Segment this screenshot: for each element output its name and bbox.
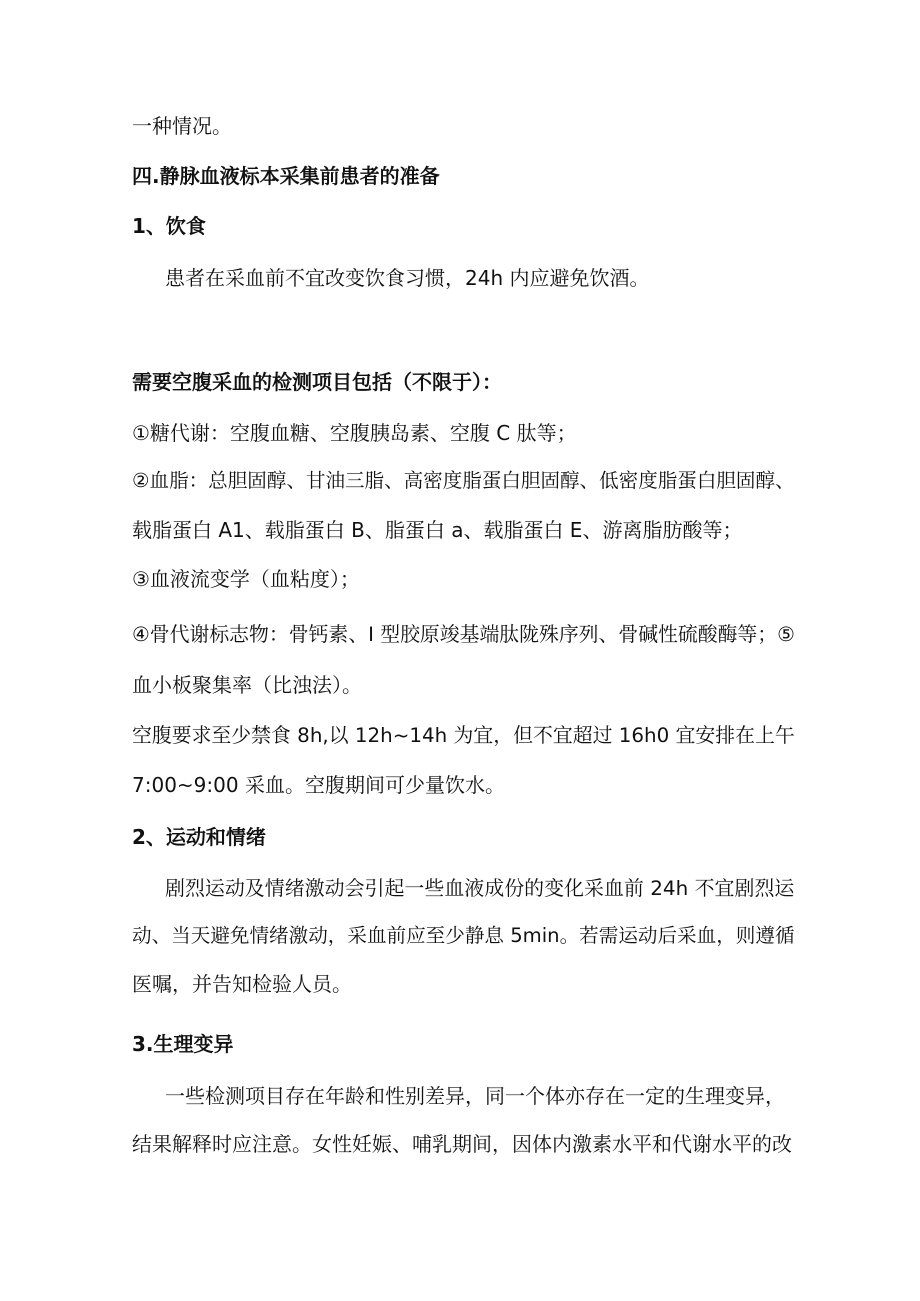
paragraph-line: 剧烈运动及情绪激动会引起一些血液成份的变化采血前 24h 不宜剧烈运 bbox=[165, 876, 795, 900]
paragraph-line: 医嘱，并告知检验人员。 bbox=[132, 972, 352, 996]
subsection-heading: 2、运动和情绪 bbox=[132, 825, 266, 849]
paragraph-line: 空腹要求至少禁食 8h,以 12h~14h 为宜，但不宜超过 16h0 宜安排在上午 bbox=[132, 724, 795, 747]
list-item: ①糖代谢：空腹血糖、空腹胰岛素、空腹 C 肽等； bbox=[132, 421, 577, 445]
paragraph-line: 动、当天避免情绪激动，采血前应至少静息 5min。若需运动后采血，则遵循 bbox=[132, 924, 795, 947]
list-item: ②血脂：总胆固醇、甘油三脂、高密度脂蛋白胆固醇、低密度脂蛋白胆固醇、 bbox=[132, 469, 795, 492]
list-item: ④骨代谢标志物：骨钙素、I 型胶原竣基端肽陇殊序列、骨碱性硫酸酶等；⑤ bbox=[132, 623, 795, 646]
section-heading: 四.静脉血液标本采集前患者的准备 bbox=[132, 164, 440, 188]
list-item-continuation: 载脂蛋白 A1、载脂蛋白 B、脂蛋白 a、载脂蛋白 E、游离脂肪酸等； bbox=[132, 518, 743, 542]
paragraph-line: 一些检测项目存在年龄和性别差异，同一个体亦存在一定的生理变异， bbox=[165, 1084, 785, 1108]
list-item-continuation: 血小板聚集率（比浊法）。 bbox=[132, 673, 362, 697]
subsection-heading: 3.生理变异 bbox=[132, 1032, 234, 1056]
paragraph-line: 患者在采血前不宜改变饮食习惯，24h 内应避免饮酒。 bbox=[165, 266, 650, 290]
subsection-heading: 1、饮食 bbox=[132, 214, 206, 238]
list-heading: 需要空腹采血的检测项目包括（不限于）： bbox=[132, 370, 502, 394]
list-item: ③血液流变学（血粘度）； bbox=[132, 567, 360, 591]
text-line: 一种情况。 bbox=[132, 114, 232, 138]
paragraph-line: 7:00~9:00 采血。空腹期间可少量饮水。 bbox=[132, 773, 505, 797]
paragraph-line: 结果解释时应注意。女性妊娠、哺乳期间，因体内激素水平和代谢水平的改 bbox=[132, 1132, 792, 1156]
